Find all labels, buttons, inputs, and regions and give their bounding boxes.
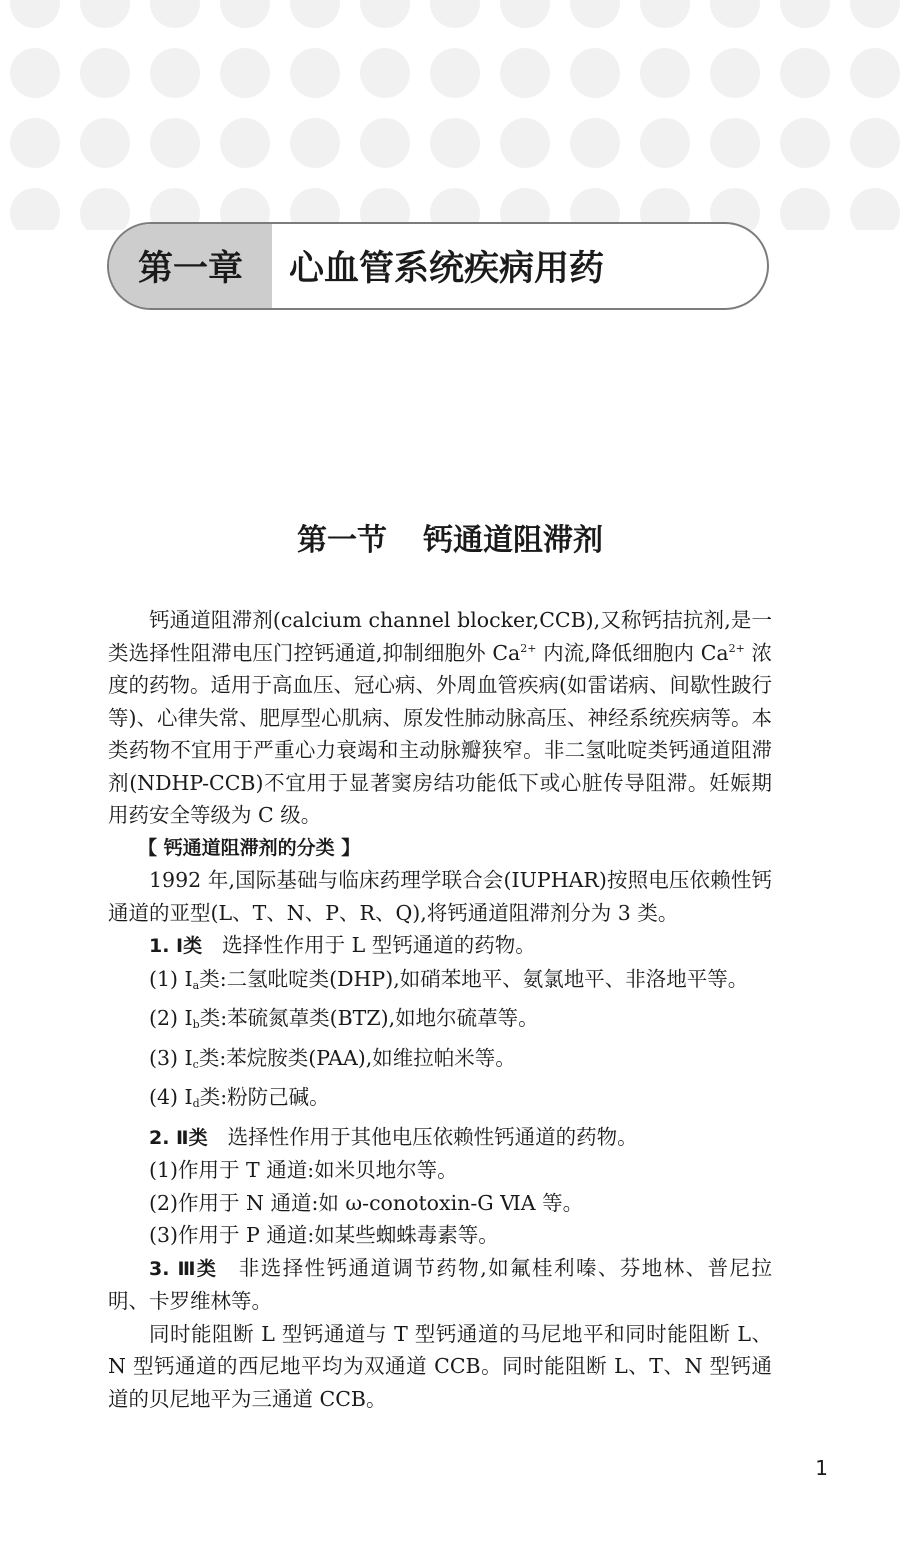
class1-line — [108, 929, 772, 963]
decorative-dot — [80, 0, 130, 28]
decorative-dot — [10, 48, 60, 98]
decorative-dot — [10, 188, 60, 230]
chapter-header — [107, 222, 769, 310]
section-title: 钙通道阻滞剂 — [423, 523, 603, 558]
class2-item: (2)作用于 N 通道:如 ω-conotoxin-G ⅥA 等。 — [149, 1190, 584, 1215]
decorative-dot — [570, 48, 620, 98]
intro-text-2: 内流,降低细胞内 Ca — [536, 640, 729, 665]
decorative-dot — [850, 0, 900, 28]
decorative-dot — [780, 48, 830, 98]
decorative-dot — [150, 0, 200, 28]
decorative-dot — [500, 0, 550, 28]
page-number: 1 — [815, 1456, 828, 1480]
decorative-dot — [780, 0, 830, 28]
decorative-dot — [500, 48, 550, 98]
classification-heading: 【 钙通道阻滞剂的分类 】 — [138, 836, 361, 859]
closing-paragraph: 同时能阻断 L 型钙通道与 T 型钙通道的马尼地平和同时能阻断 L、N 型钙通道的西尼地平均为双通道 CCB。同时能阻断 L、T、N 型钙通道的贝尼地平为三通道 CCB。 — [108, 1321, 772, 1411]
decorative-dot — [360, 118, 410, 168]
decorative-dot — [780, 118, 830, 168]
decorative-dot — [780, 188, 830, 230]
superscript-charge: 2+ — [520, 641, 537, 655]
decorative-dot — [290, 0, 340, 28]
decorative-dot — [710, 0, 760, 28]
decorative-dot — [290, 118, 340, 168]
decorative-dot — [290, 48, 340, 98]
class1-item: (3) $Ⅰ_c$类:苯烷胺类(PAA),如维拉帕米等。 — [149, 1045, 516, 1071]
class3-line — [108, 1252, 772, 1318]
chapter-label: 第一章 — [137, 249, 243, 289]
decorative-dot — [360, 48, 410, 98]
decorative-dot — [500, 118, 550, 168]
decorative-dot — [80, 48, 130, 98]
superscript-charge: 2+ — [728, 641, 745, 655]
classification-intro: 1992 年,国际基础与临床药理学联合会(IUPHAR)按照电压依赖性钙通道的亚型(L、T、N、P、R、Q),将钙通道阻滞剂分为 3 类。 — [108, 868, 772, 925]
decorative-dot — [710, 118, 760, 168]
section-label: 第一节 — [297, 523, 387, 558]
class1-text: 选择性作用于 L 型钙通道的药物。 — [222, 933, 536, 957]
decorative-dot — [10, 118, 60, 168]
decorative-dot — [570, 0, 620, 28]
intro-text-3: 浓度的药物。适用于高血压、冠心病、外周血管疾病(如雷诺病、间歇性跛行等)、心律失常、肥厚型心肌病、原发性肺动脉高压、神经系统疾病等。本类药物不宜用于严重心力衰竭和主动脉瓣狭窄。非二氢吡啶类钙通道阻滞剂(NDHP-CCB)不宜用于显著窦房结功能低下或心脏传导阻滞。妊娠期用药安全等级为 C 级。 — [108, 640, 772, 827]
decorative-dot — [220, 48, 270, 98]
decorative-dot — [220, 118, 270, 168]
decorative-dot — [430, 118, 480, 168]
decorative-dot — [150, 48, 200, 98]
decorative-dot — [360, 0, 410, 28]
decorative-dot — [10, 0, 60, 28]
class3-label: 3. Ⅲ类 — [149, 1257, 218, 1280]
decorative-dot — [80, 118, 130, 168]
class1-item: (4) $Ⅰ_d$类:粉防己碱。 — [149, 1085, 330, 1110]
class1-label: 1. Ⅰ类 — [149, 935, 203, 957]
decorative-dot — [430, 48, 480, 98]
decorative-dot — [220, 0, 270, 28]
decorative-dot-pattern — [0, 0, 900, 230]
decorative-dot — [640, 118, 690, 168]
decorative-dot — [710, 48, 760, 98]
decorative-dot — [640, 48, 690, 98]
decorative-dot — [640, 0, 690, 28]
class2-line — [108, 1121, 772, 1155]
decorative-dot — [850, 48, 900, 98]
decorative-dot — [570, 118, 620, 168]
class2-item: (1)作用于 T 通道:如米贝地尔等。 — [149, 1158, 458, 1182]
chapter-title: 心血管系统疾病用药 — [289, 249, 605, 289]
class1-item: (1) $Ⅰ_a$类:二氢吡啶类(DHP),如硝苯地平、氨氯地平、非洛地平等。 — [149, 966, 749, 992]
decorative-dot — [150, 118, 200, 168]
intro-text-1: 钙通道阻滞剂(calcium channel blocker,CCB),又称钙拮抗剂,是一类选择性阻滞电压门控钙通道,抑制细胞外 Ca — [108, 608, 772, 665]
class2-item: (3)作用于 P 通道:如某些蜘蛛毒素等。 — [149, 1223, 499, 1247]
class1-item: (2) $Ⅰ_b$类:苯硫氮䓬类(BTZ),如地尔硫䓬等。 — [149, 1006, 539, 1031]
body-text — [108, 604, 772, 1415]
intro-paragraph — [108, 604, 772, 832]
section-heading — [0, 515, 900, 559]
class3-text: 非选择性钙通道调节药物,如氟桂利嗪、芬地林、普尼拉明、卡罗维林等。 — [108, 1255, 773, 1313]
class2-label: 2. Ⅱ类 — [149, 1126, 208, 1149]
decorative-dot — [430, 0, 480, 28]
decorative-dot — [850, 188, 900, 230]
chapter-label-box — [109, 224, 272, 308]
decorative-dot — [850, 118, 900, 168]
class2-text: 选择性作用于其他电压依赖性钙通道的药物。 — [227, 1124, 638, 1149]
